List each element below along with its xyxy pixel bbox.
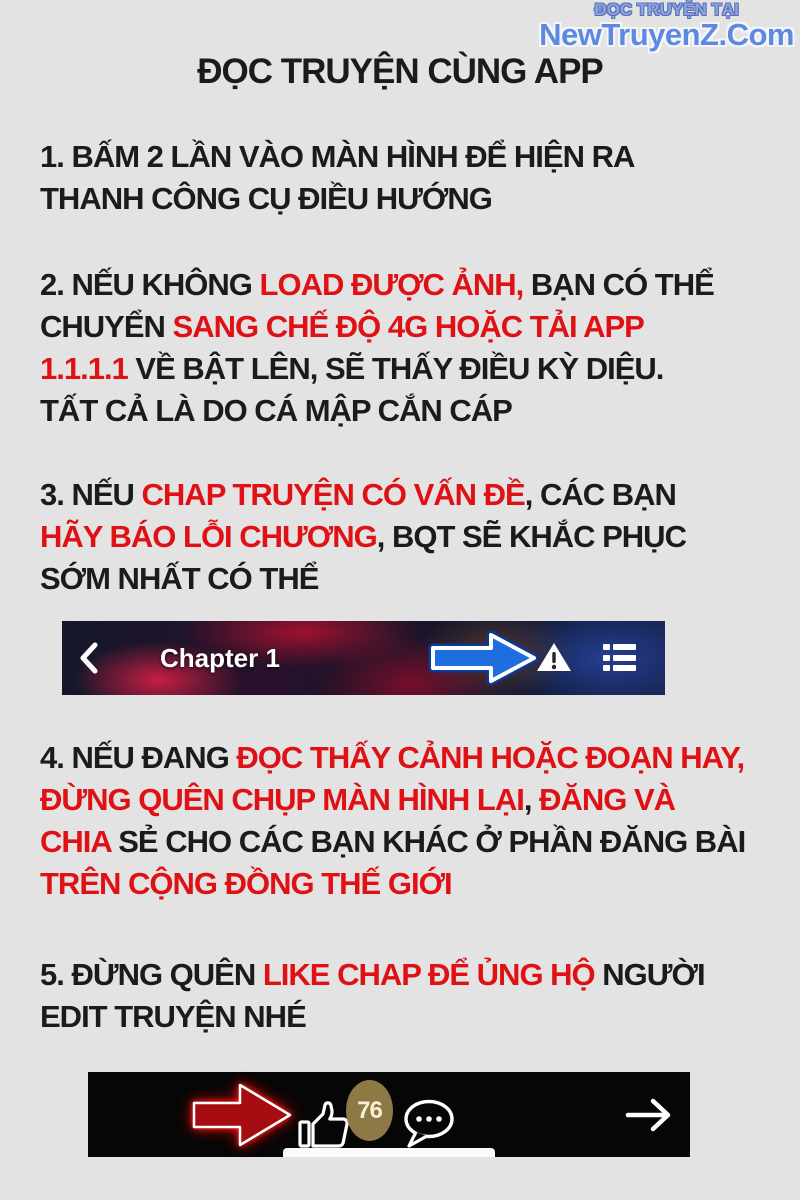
instruction-4-text: 4. NẾU ĐANG: [40, 740, 237, 775]
instruction-5-text: 5. ĐỪNG QUÊN: [40, 957, 263, 992]
site-logo[interactable]: [539, 1, 794, 51]
chapter-label: Chapter 1: [160, 643, 280, 673]
instruction-5-highlight: LIKE CHAP ĐỂ ỦNG HỘ: [262, 957, 595, 992]
instruction-1-line2: THANH CÔNG CỤ ĐIỀU HƯỚNG: [40, 181, 492, 216]
instruction-4-text: ,: [523, 782, 540, 817]
back-chevron-icon[interactable]: [78, 641, 100, 675]
instruction-5-text: EDIT TRUYỆN NHÉ: [40, 999, 306, 1034]
instruction-4-highlight: ĐỌC THẤY CẢNH HOẶC ĐOẠN HAY,: [236, 740, 745, 775]
instruction-2-highlight: LOAD ĐƯỢC ẢNH,: [259, 267, 524, 302]
like-count-badge: [346, 1080, 393, 1141]
instruction-4: [40, 737, 774, 905]
instruction-3-text: SỚM NHẤT CÓ THỂ: [40, 561, 319, 596]
instruction-3-highlight: HÃY BÁO LỖI CHƯƠNG: [40, 519, 377, 554]
instruction-4-highlight: ĐĂNG VÀ: [539, 782, 676, 817]
instruction-3-text: , BQT SẼ KHẮC PHỤC: [376, 519, 686, 554]
site-tagline: ĐỌC TRUYỆN TẠI: [594, 0, 739, 19]
instruction-2-text: 2. NẾU KHÔNG: [40, 267, 260, 302]
instruction-3-text: , CÁC BẠN: [524, 477, 676, 512]
chapter-list-icon[interactable]: [603, 644, 636, 671]
instruction-2-text: VỀ BẬT LÊN, SẼ THẤY ĐIỀU KỲ DIỆU.: [127, 351, 664, 386]
instruction-3: [40, 474, 774, 600]
page-title: ĐỌC TRUYỆN CÙNG APP: [197, 52, 603, 91]
chapter-nav-bar: [62, 621, 665, 695]
instruction-4-highlight: TRÊN CỘNG ĐỒNG THẾ GIỚI: [40, 866, 452, 901]
blue-pointer-arrow-icon: [428, 630, 540, 686]
site-name: NewTruyenZ.Com: [539, 16, 794, 52]
instruction-2-text: TẤT CẢ LÀ DO CÁ MẬP CẮN CÁP: [40, 393, 512, 428]
instruction-2-text: BẠN CÓ THỂ: [523, 267, 714, 302]
instruction-1-line1: 1. BẤM 2 LẦN VÀO MÀN HÌNH ĐỂ HIỆN RA: [40, 139, 635, 174]
instruction-3-text: 3. NẾU: [40, 477, 142, 512]
comments-icon[interactable]: [402, 1098, 456, 1150]
instruction-2: [40, 264, 774, 432]
red-pointer-arrow-icon: [186, 1075, 298, 1155]
instruction-4-text: SẺ CHO CÁC BẠN KHÁC Ở PHẦN ĐĂNG BÀI: [110, 824, 746, 859]
next-chapter-arrow-icon[interactable]: [624, 1096, 674, 1134]
instruction-2-highlight: 1.1.1.1: [40, 351, 128, 386]
instruction-2-highlight: SANG CHẾ ĐỘ 4G HOẶC TẢI APP: [172, 309, 644, 344]
instruction-3-highlight: CHAP TRUYỆN CÓ VẤN ĐỀ: [141, 477, 525, 512]
like-count: 76: [357, 1096, 382, 1124]
like-thumbs-up-icon[interactable]: [296, 1100, 350, 1150]
instruction-4-highlight: CHIA: [40, 824, 111, 859]
reader-action-bar: [88, 1072, 690, 1157]
instruction-2-text: CHUYỂN: [40, 309, 173, 344]
instruction-1: [40, 136, 774, 220]
report-warning-icon[interactable]: [536, 642, 572, 673]
instruction-4-highlight: ĐỪNG QUÊN CHỤP MÀN HÌNH LẠI: [40, 782, 524, 817]
progress-home-bar: [283, 1148, 495, 1157]
instruction-5-text: NGƯỜI: [594, 957, 705, 992]
instruction-5: [40, 954, 774, 1038]
